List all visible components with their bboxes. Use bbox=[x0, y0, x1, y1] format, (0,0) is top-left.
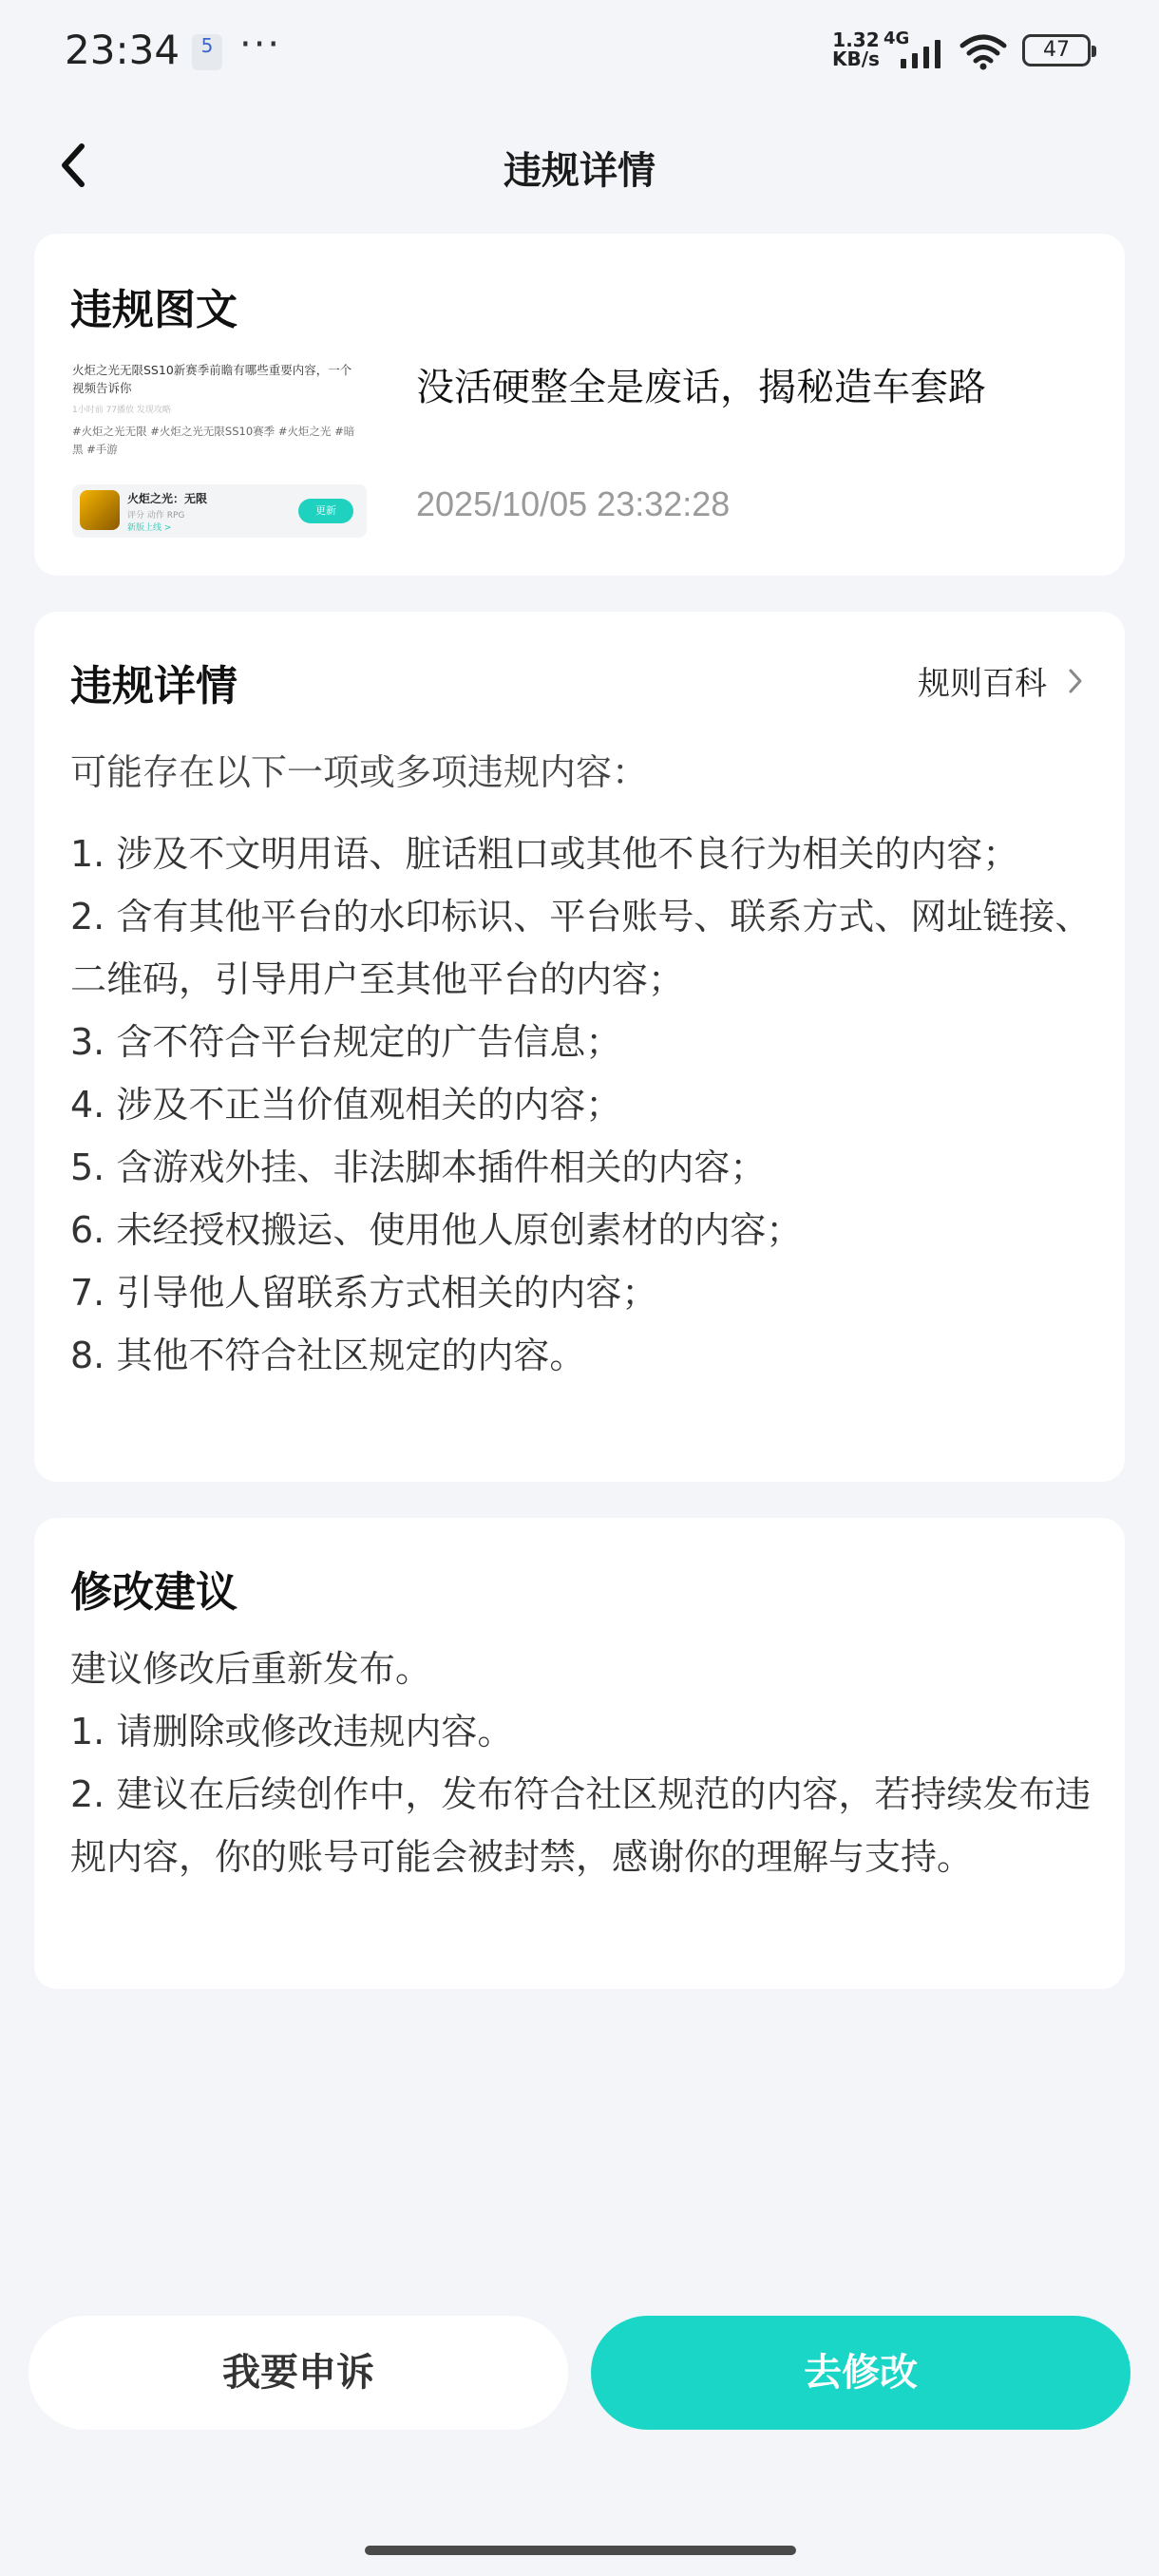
game-logo-icon bbox=[80, 490, 120, 530]
list-item: 1. 涉及不文明用语、脏话粗口或其他不良行为相关的内容； bbox=[70, 833, 1019, 875]
details-card-title: 违规详情 bbox=[70, 662, 238, 710]
battery-indicator: 47 bbox=[1022, 34, 1091, 66]
list-item: 5. 含游戏外挂、非法脚本插件相关的内容； bbox=[70, 1146, 767, 1188]
suggestion-list bbox=[70, 1638, 1096, 1888]
list-item: 2. 含有其他平台的水印标识、平台账号、联系方式、网址链接、二维码，引导用户至其他平台的内容； bbox=[70, 896, 1092, 1000]
list-item: 2. 建议在后续创作中，发布符合社区规范的内容，若持续发布违规内容，你的账号可能会被封禁，感谢你的理解与支持。 bbox=[70, 1773, 1092, 1878]
post-title: 没活硬整全是废话，揭秘造车套路 bbox=[416, 366, 986, 409]
wifi-icon bbox=[960, 32, 1007, 70]
rules-wiki-label: 规则百科 bbox=[918, 665, 1047, 703]
signal-icon bbox=[899, 38, 948, 68]
post-timestamp: 2025/10/05 23:32:28 bbox=[416, 484, 731, 523]
list-item: 7. 引导他人留联系方式相关的内容； bbox=[70, 1272, 658, 1314]
details-intro: 可能存在以下一项或多项违规内容： bbox=[70, 751, 649, 793]
thumbnail-game-info: 评分 动作 RPG bbox=[127, 511, 185, 521]
thumbnail-tags: #火炬之光无限 #火炬之光无限SS10赛季 #火炬之光 #暗黑 #手游 bbox=[72, 425, 355, 456]
notification-app-icon bbox=[192, 34, 222, 70]
thumbnail-game-sub: 新版上线 > bbox=[127, 523, 172, 533]
page-title: 违规详情 bbox=[504, 149, 656, 193]
post-card-title: 违规图文 bbox=[70, 286, 238, 334]
list-item: 3. 含不符合平台规定的广告信息； bbox=[70, 1021, 622, 1063]
status-time: 23:34 bbox=[65, 27, 180, 73]
network-speed bbox=[832, 30, 880, 68]
thumbnail-update-badge: 更新 bbox=[298, 499, 353, 523]
appeal-button[interactable]: 我要申诉 bbox=[28, 2316, 568, 2430]
modify-button[interactable]: 去修改 bbox=[591, 2316, 1130, 2430]
modification-suggestions-card bbox=[34, 1518, 1125, 1989]
chevron-right-icon bbox=[1068, 668, 1083, 694]
list-item: 4. 涉及不正当价值观相关的内容； bbox=[70, 1084, 622, 1126]
status-bar bbox=[0, 0, 1159, 104]
network-type: 4G bbox=[884, 28, 910, 48]
more-notifications-icon: ··· bbox=[239, 23, 282, 66]
network-speed-unit: KB/s bbox=[832, 47, 880, 70]
list-item: 8. 其他不符合社区规定的内容。 bbox=[70, 1335, 586, 1376]
home-indicator[interactable] bbox=[365, 2546, 796, 2555]
post-thumbnail[interactable] bbox=[72, 361, 367, 541]
list-item: 1. 请删除或修改违规内容。 bbox=[70, 1711, 514, 1752]
thumbnail-game-card bbox=[72, 484, 367, 538]
violation-details-card bbox=[34, 612, 1125, 1482]
thumbnail-headline: 火炬之光无限SS10新赛季前瞻有哪些重要内容，一个视频告诉你 bbox=[72, 363, 352, 395]
network-speed-value: 1.32 bbox=[832, 28, 880, 51]
notification-badge-number: 5 bbox=[200, 34, 214, 57]
violating-post-card bbox=[34, 234, 1125, 576]
thumbnail-meta: 1小时前 77播放 发现攻略 bbox=[72, 406, 171, 415]
list-item: 建议修改后重新发布。 bbox=[70, 1648, 432, 1690]
suggest-card-title: 修改建议 bbox=[70, 1568, 238, 1617]
violation-list bbox=[70, 823, 1096, 1387]
thumbnail-game-name: 火炬之光：无限 bbox=[127, 492, 208, 505]
rules-wiki-link[interactable] bbox=[918, 657, 1083, 704]
list-item: 6. 未经授权搬运、使用他人原创素材的内容； bbox=[70, 1209, 803, 1251]
nav-bar bbox=[0, 123, 1159, 209]
